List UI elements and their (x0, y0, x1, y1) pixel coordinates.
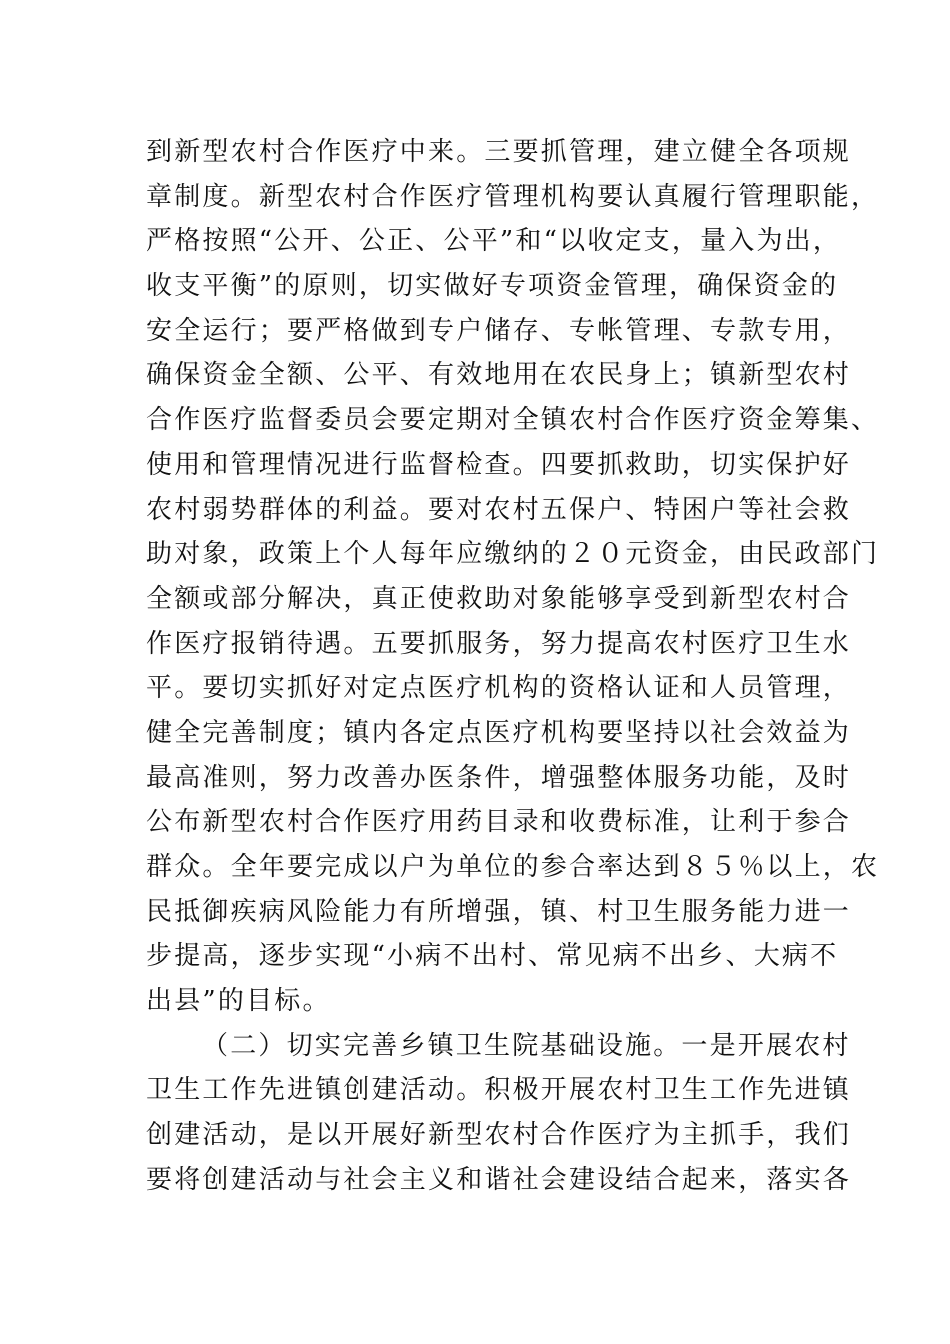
text-line: 民抵御疾病风险能力有所增强，镇、村卫生服务能力进一 (146, 896, 852, 927)
text-line: 卫生工作先进镇创建活动。积极开展农村卫生工作先进镇 (146, 1075, 852, 1106)
text-line: 作医疗报销待遇。五要抓服务，努力提高农村医疗卫生水 (146, 628, 852, 659)
text-line: 出县”的目标。 (146, 986, 331, 1017)
text-line: 要将创建活动与社会主义和谐社会建设结合起来，落实各 (146, 1164, 852, 1195)
text-line: 全额或部分解决，真正使救助对象能够享受到新型农村合 (146, 583, 852, 614)
text-line: 公布新型农村合作医疗用药目录和收费标准，让利于参合 (146, 807, 852, 838)
text-line: 章制度。新型农村合作医疗管理机构要认真履行管理职能， (146, 181, 880, 212)
text-line: 农村弱势群体的利益。要对农村五保户、特困户等社会救 (146, 494, 852, 525)
text-line: 使用和管理情况进行监督检查。四要抓救助，切实保护好 (146, 449, 852, 480)
text-line: 健全完善制度；镇内各定点医疗机构要坚持以社会效益为 (146, 717, 852, 748)
text-line: 平。要切实抓好对定点医疗机构的资格认证和人员管理， (146, 673, 852, 704)
text-line: 创建活动，是以开展好新型农村合作医疗为主抓手，我们 (146, 1120, 852, 1151)
text-line: 到新型农村合作医疗中来。三要抓管理，建立健全各项规 (146, 137, 852, 167)
text-line: 群众。全年要完成以户为单位的参合率达到８５％以上，农 (146, 852, 880, 882)
text-line: 助对象，政策上个人每年应缴纳的２０元资金，由民政部门 (146, 539, 880, 570)
body-text (146, 130, 880, 1203)
text-line: 安全运行；要严格做到专户储存、专帐管理、专款专用， (146, 315, 852, 346)
text-line: 确保资金全额、公平、有效地用在农民身上；镇新型农村 (146, 360, 852, 391)
section-heading-line: （二）切实完善乡镇卫生院基础设施。一是开展农村 (202, 1030, 851, 1061)
text-line: 最高准则，努力改善办医条件，增强整体服务功能，及时 (146, 762, 852, 793)
text-line: 步提高，逐步实现“小病不出村、常见病不出乡、大病不 (146, 941, 839, 972)
text-line: 收支平衡”的原则，切实做好专项资金管理，确保资金的 (146, 271, 839, 302)
text-line: 严格按照“公开、公正、公平”和“以收定支，量入为出， (146, 226, 842, 257)
text-line: 合作医疗监督委员会要定期对全镇农村合作医疗资金筹集、 (146, 405, 880, 436)
